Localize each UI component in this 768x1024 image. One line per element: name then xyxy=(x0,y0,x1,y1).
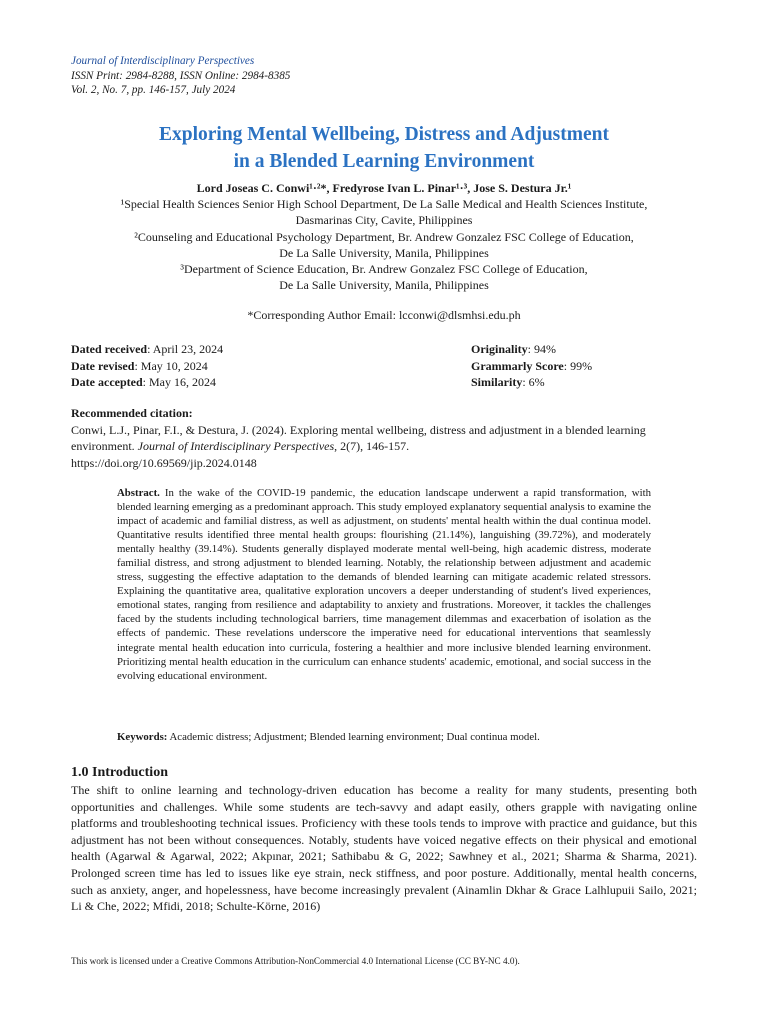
affiliation-line: Dasmarinas City, Cavite, Philippines xyxy=(295,213,473,228)
date-accepted-value: : May 16, 2024 xyxy=(142,375,216,389)
citation-heading: Recommended citation: xyxy=(71,406,193,420)
date-revised xyxy=(71,358,223,375)
abstract-text: In the wake of the COVID-19 pandemic, the education landscape underwent a rapid transformation, with blended learning emerging as a predominant approach. This study employed explanatory sequential analysis to examine the impact of academic and familial distress, as well as adjustment, on students' mental health within the dual continua model. Quantitative results identified three mental health groups: flourishing (21.14%), languishing (39.72%), and moderately mentally healthy (39.14%). Students generally displayed moderate mental well-being, high academic distress, moderate familial distress, and strong adjustment to blended learning. Notably, the relationship between adjustment and academic stress, suggesting the effective adaptation to the demands of blended learning can mitigate academic related stressors. Explaining the quantitative area, qualitative exploration uncovers a deeper understanding of student's lived experiences, emotional states, ranging from resilience and adaptability to anxiety and frustrations. Moreover, it tackles the challenges faced by the students including technological barriers, time management dilemmas and exacerbation of isolation as the effects of pandemic. These revelations underscore the imperative need for educational interventions that seamlessly integrate mental health education into curricula, fostering a healthier and more inclusive blended learning environment. Prioritizing mental health education in the curriculum can enhance students' academic, emotional, and social success in the evolving educational environment. xyxy=(117,487,651,682)
similarity-value: : 6% xyxy=(522,375,545,389)
recommended-citation xyxy=(71,405,695,471)
date-received-value: : April 23, 2024 xyxy=(147,342,224,356)
intro-paragraph: The shift to online learning and technology-driven education has become a reality for many students, presenting both opportunities and challenges. While some students are tech-savvy and adapt easily, others grapple with navigating online platforms and troubleshooting technical issues. Proficiency with these tools tends to improve with practice and guidance, but this adjustment has not been without consequences. Notably, students have voiced negative effects on their physical and emotional health (Agarwal & Agarwal, 2022; Akpınar, 2021; Sathibabu & G, 2022; Sawhney et al., 2021; Sharma & Sharma, 2021). Prolonged screen time has led to issues like eye strain, neck stiffness, and poor posture. Additionally, mental health concerns, such as anxiety, anger, and hopelessness, have become increasingly prevalent (Ainamlin Dkhar & Grace Lalhlupuii Sailo, 2021; Li & Che, 2022; Mfidi, 2018; Schulte-Körne, 2016) xyxy=(71,783,697,914)
affiliation-line: ¹Special Health Sciences Senior High School Department, De La Salle Medical and Health Sciences Institute, xyxy=(120,197,648,212)
journal-header xyxy=(71,54,290,98)
doi-link[interactable]: https://doi.org/10.69569/jip.2024.0148 xyxy=(71,455,257,470)
citation-text: Conwi, L.J., Pinar, F.I., & Destura, J. (2024). Exploring mental wellbeing, distress and adjustment in a blended learning environment. xyxy=(71,422,646,453)
originality-value: : 94% xyxy=(527,342,557,356)
paper-title xyxy=(60,121,708,175)
affiliation-line: ³Department of Science Education, Br. Andrew Gonzalez FSC College of Education, xyxy=(180,262,588,277)
author-block xyxy=(40,180,728,293)
corresponding-email: *Corresponding Author Email: lcconwi@dlsmhsi.edu.ph xyxy=(247,308,521,322)
similarity-label: Similarity xyxy=(471,375,523,389)
journal-volume: Vol. 2, No. 7, pp. 146-157, July 2024 xyxy=(71,84,236,96)
review-scores xyxy=(471,341,592,391)
title-line-1: Exploring Mental Wellbeing, Distress and Adjustment xyxy=(159,124,609,145)
date-revised-label: Date revised xyxy=(71,358,135,373)
date-accepted-label: Date accepted xyxy=(71,375,143,389)
date-accepted xyxy=(71,374,223,391)
affiliation-line: ²Counseling and Educational Psychology Department, Br. Andrew Gonzalez FSC College of Education, xyxy=(134,229,634,244)
citation-volume: , 2(7), 146-157. xyxy=(334,439,410,453)
author-names: Lord Joseas C. Conwi¹·²*, Fredyrose Ivan L. Pinar¹·³, Jose S. Destura Jr.¹ xyxy=(196,181,572,195)
keywords xyxy=(117,731,651,743)
keywords-text: Academic distress; Adjustment; Blended learning environment; Dual continua model. xyxy=(167,731,540,743)
section-heading: 1.0 Introduction xyxy=(71,765,168,780)
date-received xyxy=(71,341,223,358)
affiliation-line: De La Salle University, Manila, Philippines xyxy=(279,245,489,260)
journal-name: Journal of Interdisciplinary Perspectives xyxy=(71,55,255,67)
abstract-label: Abstract. xyxy=(117,487,160,499)
title-line-2: in a Blended Learning Environment xyxy=(233,151,535,172)
grammarly-value: : 99% xyxy=(563,358,593,373)
originality-score xyxy=(471,341,592,358)
grammarly-label: Grammarly Score xyxy=(471,358,564,373)
journal-issn: ISSN Print: 2984-8288, ISSN Online: 2984-8385 xyxy=(71,69,291,82)
affiliation-line: De La Salle University, Manila, Philippines xyxy=(279,278,489,293)
license-footer: This work is licensed under a Creative Commons Attribution-NonCommercial 4.0 International License (CC BY-NC 4.0). xyxy=(71,956,520,966)
citation-journal: Journal of Interdisciplinary Perspectives xyxy=(137,439,335,453)
submission-dates xyxy=(71,341,223,391)
originality-label: Originality xyxy=(471,342,528,356)
date-received-label: Dated received xyxy=(71,342,148,356)
abstract xyxy=(117,486,651,683)
date-revised-value: : May 10, 2024 xyxy=(134,358,208,373)
keywords-label: Keywords: xyxy=(117,731,168,743)
similarity-score xyxy=(471,374,592,391)
grammarly-score xyxy=(471,358,592,375)
